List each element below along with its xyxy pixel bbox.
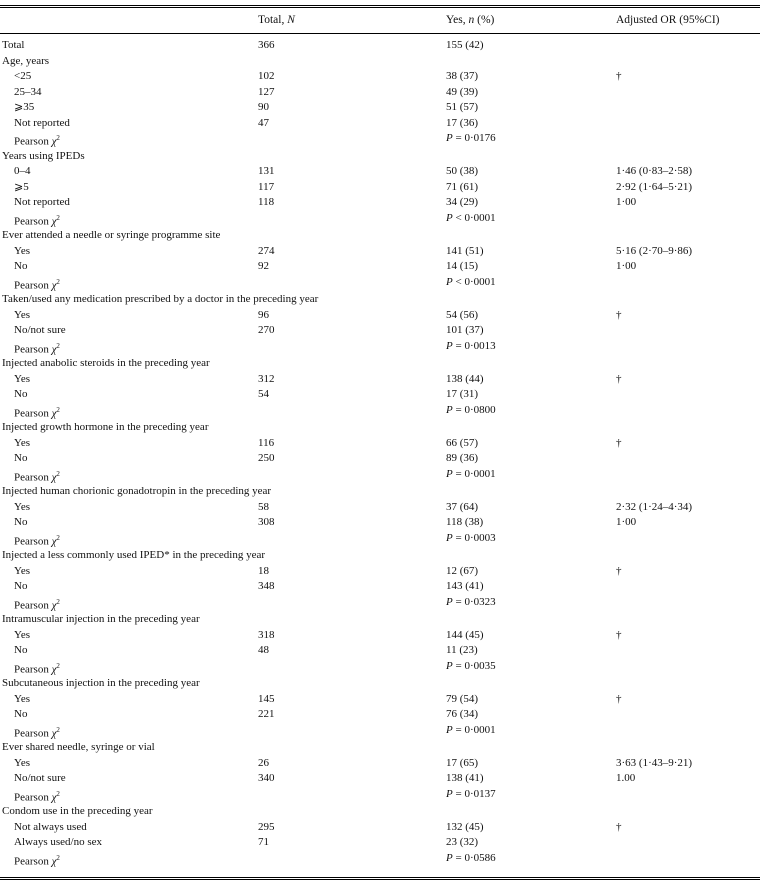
row-label: 0–4 xyxy=(14,165,31,177)
row-adjusted-or: † xyxy=(616,308,622,321)
row-label: Age, years xyxy=(2,54,50,67)
row-yes: 66 (57) xyxy=(446,436,479,449)
row-total: 96 xyxy=(258,308,269,321)
row-yes: 50 (38) xyxy=(446,165,479,177)
row-yes: 138 (41) xyxy=(446,772,484,784)
row-label: ⩾35 xyxy=(14,101,35,113)
table-section-heading xyxy=(0,228,760,244)
row-yes: 71 (61) xyxy=(446,180,479,193)
table-row xyxy=(0,116,760,132)
table-row xyxy=(0,707,760,723)
table-section-heading xyxy=(0,292,760,308)
row-total: 54 xyxy=(258,388,269,400)
table-row xyxy=(0,436,760,452)
table-row xyxy=(0,323,760,339)
row-label: Yes xyxy=(14,308,31,321)
table-stat-row xyxy=(0,211,760,227)
row-yes: P = 0·0137 xyxy=(446,787,496,800)
row-yes: 51 (57) xyxy=(446,101,479,113)
row-total: 145 xyxy=(258,692,275,705)
row-yes: 11 (23) xyxy=(446,644,478,656)
row-label: Yes xyxy=(14,436,31,449)
row-total: 47 xyxy=(258,116,269,129)
row-label: Pearson $\chi^2$ xyxy=(14,213,60,228)
row-label: No xyxy=(14,452,28,464)
row-total: 92 xyxy=(258,260,269,272)
row-label: Total xyxy=(2,39,25,51)
table-stat-row xyxy=(0,787,760,803)
row-adjusted-or: † xyxy=(616,628,622,641)
row-adjusted-or: 1·00 xyxy=(616,196,637,208)
header-yes: Yes, n (%) xyxy=(446,14,495,26)
table-stat-row xyxy=(0,851,760,867)
row-yes: P = 0·0800 xyxy=(446,403,496,416)
row-adjusted-or: † xyxy=(616,372,622,385)
row-label: Pearson $\chi^2$ xyxy=(14,405,60,420)
table-row xyxy=(0,372,760,388)
bottom-rule-inner xyxy=(0,877,760,878)
top-rule-outer xyxy=(0,5,760,6)
row-yes: P = 0·0586 xyxy=(446,851,496,864)
row-label: Not reported xyxy=(14,196,70,208)
row-yes: 38 (37) xyxy=(446,70,479,82)
row-yes: 141 (51) xyxy=(446,244,484,257)
row-yes: 155 (42) xyxy=(446,39,484,51)
table-row xyxy=(0,771,760,787)
row-label: Ever attended a needle or syringe programme site xyxy=(2,229,221,241)
row-label: ⩾5 xyxy=(14,180,29,193)
row-adjusted-or: 1·00 xyxy=(616,260,637,272)
row-label: Pearson $\chi^2$ xyxy=(14,725,60,740)
row-label: Pearson $\chi^2$ xyxy=(14,789,60,804)
row-total: 90 xyxy=(258,101,269,113)
row-total: 274 xyxy=(258,244,275,257)
row-label: Intramuscular injection in the preceding year xyxy=(2,613,200,625)
top-rule-inner xyxy=(0,7,760,8)
table-section-heading xyxy=(0,804,760,820)
table-row xyxy=(0,100,760,116)
row-yes: 138 (44) xyxy=(446,372,484,385)
row-label: Yes xyxy=(14,372,31,385)
row-label: Injected a less commonly used IPED* in the preceding year xyxy=(2,549,266,561)
row-yes: 49 (39) xyxy=(446,85,479,98)
row-yes: 143 (41) xyxy=(446,580,484,592)
table-row xyxy=(0,500,760,516)
row-total: 127 xyxy=(258,85,275,98)
table-row xyxy=(0,69,760,85)
row-yes: 34 (29) xyxy=(446,196,479,208)
table-stat-row xyxy=(0,659,760,675)
row-total: 221 xyxy=(258,708,275,720)
row-adjusted-or: 5·16 (2·70–9·86) xyxy=(616,244,693,257)
table-stat-row xyxy=(0,467,760,483)
row-adjusted-or: 1.00 xyxy=(616,772,636,784)
row-yes: P = 0·0013 xyxy=(446,339,496,352)
row-total: 102 xyxy=(258,70,275,82)
table-row xyxy=(0,195,760,211)
row-label: Yes xyxy=(14,500,31,513)
row-label: No xyxy=(14,580,28,592)
row-label: Condom use in the preceding year xyxy=(2,805,153,817)
row-label: Pearson $\chi^2$ xyxy=(14,134,60,148)
row-yes: 17 (36) xyxy=(446,116,479,129)
table-row xyxy=(0,628,760,644)
row-label: No xyxy=(14,388,28,400)
row-total: 118 xyxy=(258,196,275,208)
row-label: Pearson $\chi^2$ xyxy=(14,277,60,292)
row-yes: P = 0·0323 xyxy=(446,595,496,608)
table-row xyxy=(0,259,760,275)
table-row xyxy=(0,756,760,772)
row-label: No/not sure xyxy=(14,772,66,784)
row-yes: 76 (34) xyxy=(446,708,479,720)
row-total: 312 xyxy=(258,372,275,385)
row-adjusted-or: † xyxy=(616,820,622,833)
row-label: Yes xyxy=(14,756,31,769)
row-total: 270 xyxy=(258,324,275,336)
row-label: Pearson $\chi^2$ xyxy=(14,533,60,548)
row-adjusted-or: † xyxy=(616,692,622,705)
table-row xyxy=(0,38,760,54)
table-row xyxy=(0,308,760,324)
table-section-heading xyxy=(0,420,760,436)
row-label: Pearson $\chi^2$ xyxy=(14,341,60,356)
row-label: Pearson $\chi^2$ xyxy=(14,597,60,612)
table-row xyxy=(0,180,760,196)
table-stat-row xyxy=(0,275,760,291)
table-stat-row xyxy=(0,531,760,547)
row-yes: 14 (15) xyxy=(446,260,479,272)
row-total: 348 xyxy=(258,580,275,592)
row-adjusted-or: 2·32 (1·24–4·34) xyxy=(616,500,693,513)
row-label: Injected growth hormone in the preceding year xyxy=(2,421,209,433)
table-row xyxy=(0,579,760,595)
bottom-rule-outer xyxy=(0,879,760,880)
row-adjusted-or: 3·63 (1·43–9·21) xyxy=(616,756,693,769)
row-adjusted-or: 2·92 (1·64–5·21) xyxy=(616,180,693,193)
row-yes: P = 0·0003 xyxy=(446,531,496,544)
row-total: 26 xyxy=(258,756,269,769)
row-yes: 12 (67) xyxy=(446,564,479,577)
table-section-heading xyxy=(0,548,760,564)
row-total: 48 xyxy=(258,644,269,656)
row-label: Ever shared needle, syringe or vial xyxy=(2,741,155,753)
table-stat-row xyxy=(0,723,760,739)
row-yes: P = 0·0176 xyxy=(446,132,496,144)
row-total: 58 xyxy=(258,500,269,513)
table-row xyxy=(0,244,760,260)
row-label: Yes xyxy=(14,692,31,705)
row-label: Pearson $\chi^2$ xyxy=(14,469,60,484)
row-label: Yes xyxy=(14,564,31,577)
table-section-heading xyxy=(0,484,760,500)
table-section-heading xyxy=(0,740,760,756)
row-adjusted-or: † xyxy=(616,564,622,577)
row-yes: 23 (32) xyxy=(446,836,479,848)
row-label: Pearson $\chi^2$ xyxy=(14,661,60,676)
row-label: Pearson $\chi^2$ xyxy=(14,853,60,868)
row-label: No xyxy=(14,644,28,656)
row-total: 250 xyxy=(258,452,275,464)
table-stat-row xyxy=(0,403,760,419)
row-yes: 79 (54) xyxy=(446,692,479,705)
row-label: Years using IPEDs xyxy=(2,149,85,162)
header-adjusted-or: Adjusted OR (95%CI) xyxy=(616,14,720,26)
row-yes: P = 0·0035 xyxy=(446,659,496,672)
table-row xyxy=(0,451,760,467)
row-total: 18 xyxy=(258,564,269,577)
table-section-heading xyxy=(0,54,760,70)
row-label: Injected anabolic steroids in the preceding year xyxy=(2,357,210,369)
table-row xyxy=(0,692,760,708)
table-stat-row xyxy=(0,339,760,355)
table-body xyxy=(0,38,760,866)
row-label: Yes xyxy=(14,244,31,257)
table-section-heading xyxy=(0,356,760,372)
row-label: Yes xyxy=(14,628,31,641)
row-label: No xyxy=(14,516,28,528)
table-section-heading xyxy=(0,612,760,628)
row-label: Subcutaneous injection in the preceding year xyxy=(2,677,200,689)
row-total: 340 xyxy=(258,772,275,784)
row-total: 117 xyxy=(258,180,275,193)
table-row xyxy=(0,164,760,180)
table-section-heading xyxy=(0,676,760,692)
row-adjusted-or: 1·46 (0·83–2·58) xyxy=(616,165,693,177)
header-total: Total, N xyxy=(258,14,295,26)
table-row xyxy=(0,820,760,836)
table-row xyxy=(0,387,760,403)
row-label: No xyxy=(14,260,28,272)
table-row xyxy=(0,643,760,659)
row-label: <25 xyxy=(14,70,32,82)
table-row xyxy=(0,85,760,101)
row-label: No xyxy=(14,708,28,720)
row-yes: 17 (31) xyxy=(446,388,479,400)
row-yes: P = 0·0001 xyxy=(446,723,496,736)
row-yes: 89 (36) xyxy=(446,452,479,464)
row-yes: P = 0·0001 xyxy=(446,467,496,480)
table-stat-row xyxy=(0,131,760,147)
row-yes: 54 (56) xyxy=(446,308,479,321)
row-adjusted-or: † xyxy=(616,436,622,449)
table-stat-row xyxy=(0,595,760,611)
row-total: 131 xyxy=(258,165,275,177)
row-total: 71 xyxy=(258,836,269,848)
row-label: No/not sure xyxy=(14,324,66,336)
row-total: 318 xyxy=(258,628,275,641)
row-yes: P < 0·0001 xyxy=(446,211,496,224)
row-label: Not always used xyxy=(14,820,87,833)
row-yes: 132 (45) xyxy=(446,820,484,833)
row-adjusted-or: † xyxy=(616,70,622,82)
row-yes: 101 (37) xyxy=(446,324,484,336)
table-row xyxy=(0,564,760,580)
row-yes: 144 (45) xyxy=(446,628,484,641)
row-label: Injected human chorionic gonadotropin in the preceding year xyxy=(2,485,272,497)
row-label: Always used/no sex xyxy=(14,836,102,848)
row-total: 308 xyxy=(258,516,275,528)
row-label: Not reported xyxy=(14,116,70,129)
row-total: 295 xyxy=(258,820,275,833)
row-total: 366 xyxy=(258,39,275,51)
row-label: Taken/used any medication prescribed by a doctor in the preceding year xyxy=(2,293,319,305)
row-yes: P < 0·0001 xyxy=(446,275,496,288)
row-total: 116 xyxy=(258,436,275,449)
table-row xyxy=(0,515,760,531)
row-label: 25–34 xyxy=(14,85,42,98)
table-section-heading xyxy=(0,149,760,165)
row-yes: 118 (38) xyxy=(446,516,484,528)
row-yes: 37 (64) xyxy=(446,500,479,513)
row-yes: 17 (65) xyxy=(446,756,479,769)
row-adjusted-or: 1·00 xyxy=(616,516,637,528)
table-row xyxy=(0,835,760,851)
header-rule xyxy=(0,33,760,34)
